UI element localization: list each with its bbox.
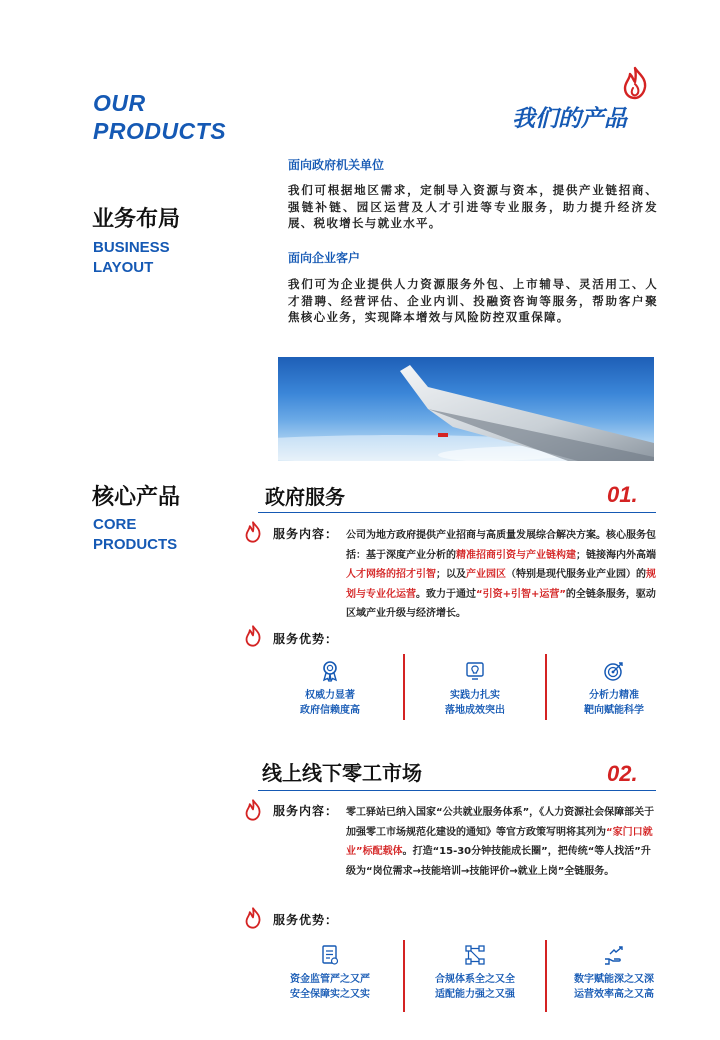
highlight-text: 精准招商引资与产业链构建 [456, 549, 576, 561]
product1-adv-label: 服务优势： [273, 632, 339, 646]
flame-icon [243, 799, 263, 821]
adv-line1: 资金监管严之又严 [290, 974, 370, 985]
product1-divider [258, 512, 656, 513]
product2-advantage-2 [417, 944, 533, 1002]
en-title-line2: PRODUCTS [93, 118, 227, 144]
flame-icon [243, 521, 263, 543]
business-en-line1: BUSINESS [93, 239, 170, 256]
adv-line2: 政府信赖度高 [300, 705, 360, 716]
adv-line1: 分析力精准 [589, 690, 639, 701]
lightbulb-icon [464, 660, 486, 682]
gov-paragraph: 我们可根据地区需求，定制导入资源与资本，提供产业链招商、强链补链、园区运营及人才引进等专业服务，助力提升经济发展、税收增长与就业水平。 [288, 183, 658, 230]
product1-number: 01. [607, 482, 638, 507]
product1-advantage-2 [417, 660, 533, 718]
core-products-title: 核心产品 [92, 485, 181, 510]
network-icon [464, 944, 486, 966]
document-icon [319, 944, 341, 966]
adv-line2: 落地成效突出 [445, 705, 505, 716]
highlight-text: 产业园区 [466, 569, 506, 580]
award-icon [319, 660, 341, 682]
body-segment: 零工驿站已纳入国家“公共就业服务体系”，《人力资源社会保障部关于加强零工市场规范化建设的通知》等官方政策写明将其列为 [346, 807, 655, 838]
advantage-divider [403, 940, 405, 1012]
business-en-line2: LAYOUT [93, 259, 154, 276]
product2-content-label: 服务内容： [273, 804, 339, 818]
product2-divider [258, 790, 656, 791]
adv-line2: 适配能力强之又强 [435, 989, 515, 1000]
product1-advantage-1 [272, 660, 388, 718]
page-title: 我们的产品 [512, 106, 627, 132]
airplane-wing-graphic [278, 357, 654, 461]
adv-line2: 靶向赋能科学 [584, 705, 644, 716]
product2-content [346, 803, 658, 881]
flame-icon [243, 907, 263, 929]
product2-number: 02. [607, 761, 638, 786]
adv-line1: 合规体系全之又全 [435, 974, 515, 985]
ent-paragraph: 我们可为企业提供人力资源服务外包、上市辅导、灵活用工、人才猎聘、经营评估、企业内训、投融资咨询等服务，帮助客户聚焦核心业务，实现降本增效与风险防控双重保障。 [288, 277, 658, 324]
highlight-text: “家门口就业”标配载体 [346, 826, 653, 857]
flame-icon [620, 66, 650, 100]
core-en-line2: PRODUCTS [93, 536, 178, 553]
adv-line1: 权威力显著 [305, 690, 355, 701]
product2-title: 线上线下零工市场 [262, 761, 422, 785]
body-segment: 。打造“15-30分钟技能成长圈”，把传统“等人找活”升级为“岗位需求→技能培训→技能评价→就业上岗”全链服务。 [346, 846, 651, 877]
adv-line1: 数字赋能深之又深 [574, 974, 654, 985]
body-segment: 公司为地方政府提供产业招商与高质量发展综合解决方案。核心服务包括：基于深度产业分析的 [346, 530, 656, 561]
body-segment: （特别是现代服务业产业园）的 [506, 569, 646, 580]
body-segment: 。致力于通过 [416, 588, 476, 600]
advantage-divider [545, 654, 547, 720]
adv-line1: 实践力扎实 [450, 690, 500, 701]
business-layout-title: 业务布局 [92, 207, 181, 232]
body-segment: ；链接海内外高端 [576, 549, 656, 561]
product1-content [346, 526, 658, 624]
highlight-text: 规划与专业化运营 [346, 569, 656, 600]
body-segment: ；以及 [436, 569, 466, 580]
product2-advantage-1 [272, 944, 388, 1002]
flame-icon [243, 625, 263, 647]
growth-hand-icon [603, 944, 625, 966]
target-icon [603, 660, 625, 682]
gov-heading: 面向政府机关单位 [288, 158, 385, 172]
product2-advantage-3 [556, 944, 672, 1002]
business-layout-en [93, 238, 170, 278]
product1-content-label: 服务内容： [273, 527, 339, 541]
en-title-line1: OUR [93, 90, 146, 116]
core-en-line1: CORE [93, 516, 137, 533]
product2-adv-label: 服务优势： [273, 913, 339, 927]
body-segment: 的全链条服务，驱动区域产业升级与经济增长。 [346, 588, 656, 619]
advantage-divider [545, 940, 547, 1012]
adv-line2: 运营效率高之又高 [574, 989, 654, 1000]
en-page-title [93, 89, 293, 145]
adv-line2: 安全保障实之又实 [290, 989, 370, 1000]
product1-title: 政府服务 [265, 485, 345, 509]
highlight-text: 人才网络的招才引智 [346, 569, 436, 580]
core-products-en [93, 515, 177, 555]
ent-heading: 面向企业客户 [288, 251, 361, 265]
highlight-text: “引资+引智+运营” [476, 588, 566, 600]
product1-advantage-3 [556, 660, 672, 718]
airplane-wing-image [278, 357, 654, 461]
advantage-divider [403, 654, 405, 720]
